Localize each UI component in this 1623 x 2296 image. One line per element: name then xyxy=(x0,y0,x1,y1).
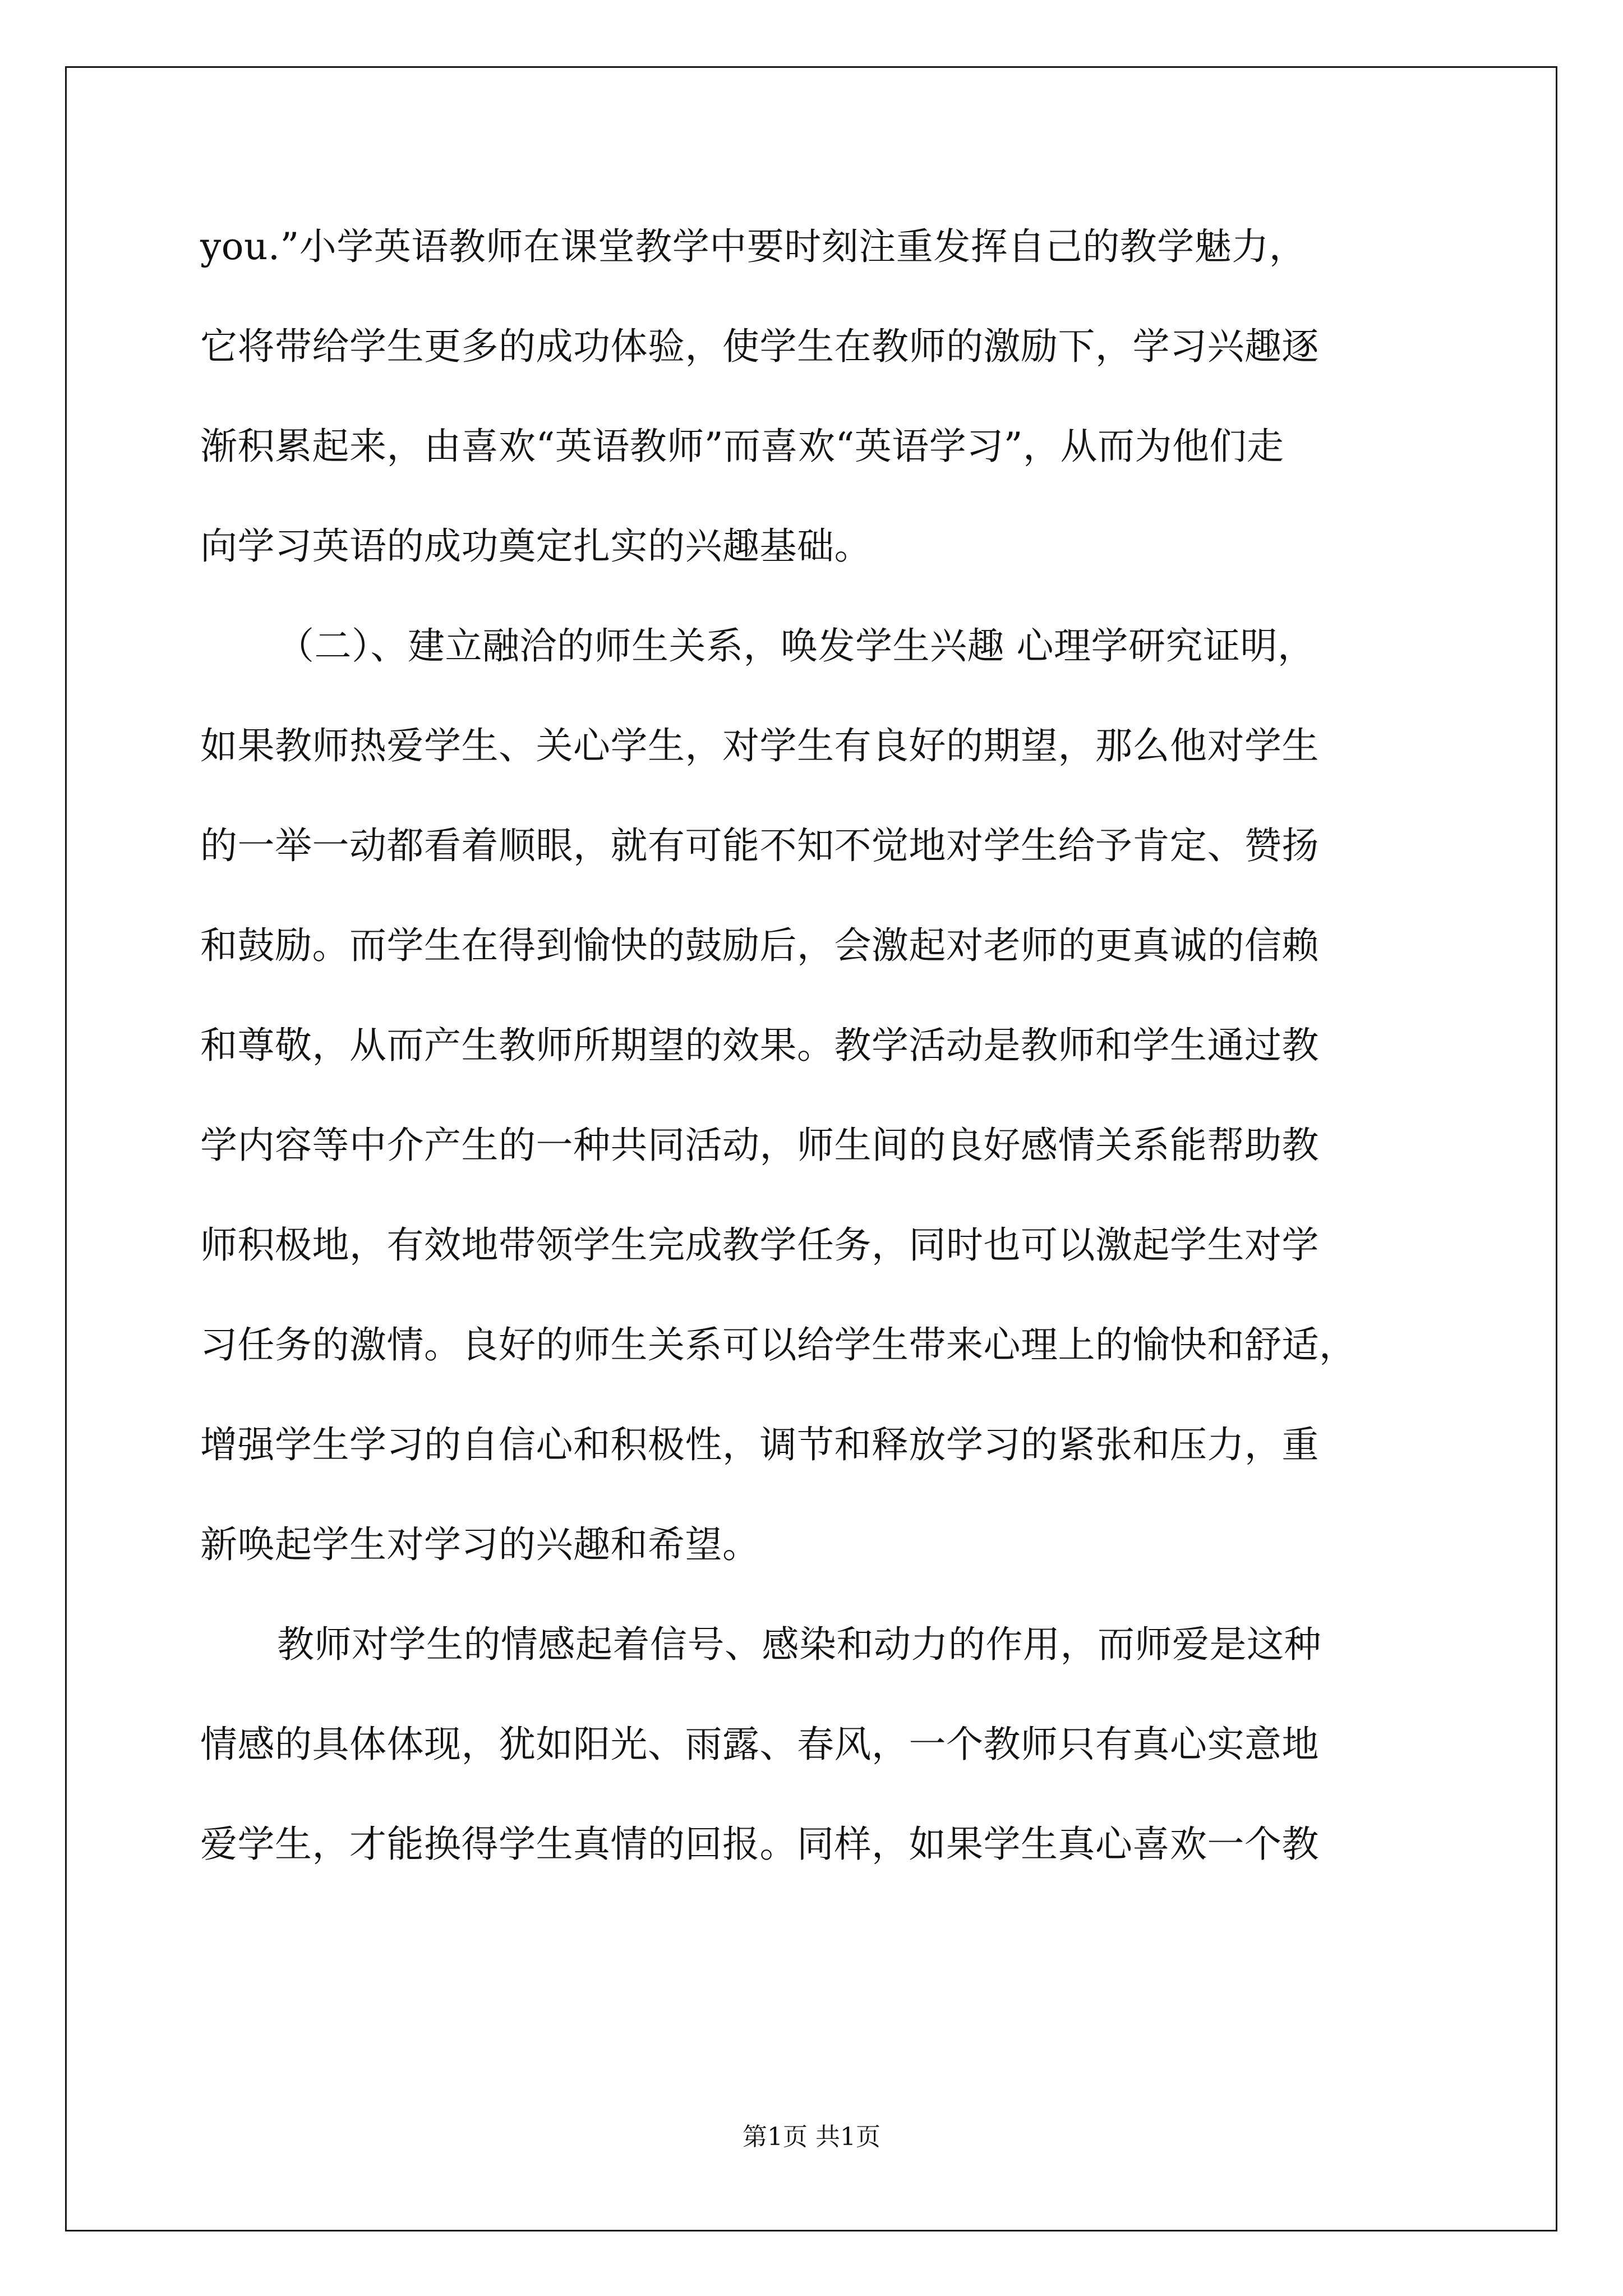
text-line: 它将带给学生更多的成功体验，使学生在教师的激励下，学习兴趣逐 xyxy=(200,325,1319,368)
section-heading-line: （二）、建立融洽的师生关系，唤发学生兴趣 心理学研究证明， xyxy=(277,624,1315,668)
text-line: you.”小学英语教师在课堂教学中要时刻注重发挥自己的教学魅力， xyxy=(200,225,1307,268)
text-line: 师积极地，有效地带领学生完成教学任务，同时也可以激起学生对学 xyxy=(200,1223,1319,1267)
text-line: 和尊敬，从而产生教师所期望的效果。教学活动是教师和学生通过教 xyxy=(200,1024,1319,1067)
text-line: 和鼓励。而学生在得到愉快的鼓励后，会激起对老师的更真诚的信赖 xyxy=(200,924,1319,967)
text-line: 习任务的激情。良好的师生关系可以给学生带来心理上的愉快和舒适， xyxy=(200,1323,1357,1366)
text-line: 的一举一动都看着顺眼，就有可能不知不觉地对学生给予肯定、赞扬 xyxy=(200,824,1319,867)
text-line: 如果教师热爱学生、关心学生，对学生有良好的期望，那么他对学生 xyxy=(200,724,1319,767)
text-line: 增强学生学习的自信心和积极性，调节和释放学习的紧张和压力，重 xyxy=(200,1423,1319,1466)
text-line: 学内容等中介产生的一种共同活动，师生间的良好感情关系能帮助教 xyxy=(200,1124,1319,1167)
text-line: 新唤起学生对学习的兴趣和希望。 xyxy=(200,1523,760,1566)
text-line: 向学习英语的成功奠定扎实的兴趣基础。 xyxy=(200,524,872,568)
page-footer: 第1页 共1页 xyxy=(743,2123,880,2151)
text-line: 爱学生，才能换得学生真情的回报。同样，如果学生真心喜欢一个教 xyxy=(200,1823,1319,1866)
text-line: 情感的具体体现，犹如阳光、雨露、春风，一个教师只有真心实意地 xyxy=(200,1723,1319,1766)
text-line: 渐积累起来，由喜欢“英语教师”而喜欢“英语学习”，从而为他们走 xyxy=(200,425,1284,468)
paragraph-start-line: 教师对学生的情感起着信号、感染和动力的作用，而师爱是这种 xyxy=(277,1623,1321,1666)
